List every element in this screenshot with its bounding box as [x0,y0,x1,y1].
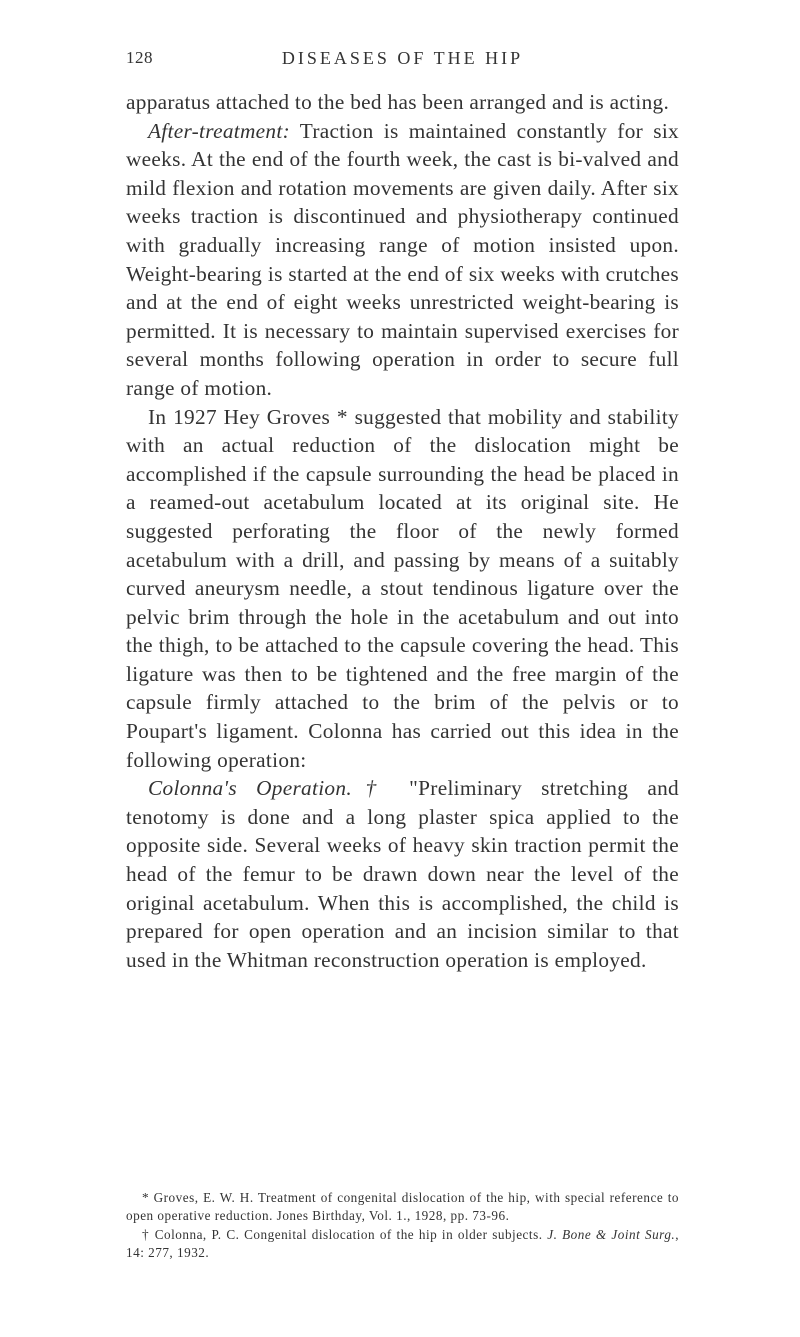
section-heading: Colonna's Operation.† [148,776,390,801]
footnote-text: * Groves, E. W. H. Treatment of congenital dislocation of the hip, with special reference to open operative reduction. Jones Birthday, Vol. 1., 1928, pp. 73-96. [126,1190,679,1224]
journal-title: J. Bone & Joint Surg. [547,1226,676,1242]
section-heading: After-treatment: [148,118,290,143]
body-text [126,88,679,974]
paragraph-text: "Preliminary stretching and tenotomy is done and a long plaster spica applied to the opposite side. Several weeks of heavy skin traction permit the head of the femur to be drawn down near the level of the original acetabulum. When this is accomplished, the child is prepared for open operation and an incision similar to that used in the Whitman reconstruction operation is employed. [126,776,679,972]
footnotes [126,1189,679,1263]
paragraph [126,403,679,775]
footnote-citation: , 14: 277, 1932. [126,1226,680,1261]
footnote [126,1189,679,1226]
running-head: DISEASES OF THE HIP [281,48,524,68]
footnote-text: † Colonna, P. C. Congenital dislocation of the hip in older subjects. [142,1226,548,1242]
page-header [126,48,679,74]
paragraph [126,88,679,117]
paragraph-text: In 1927 Hey Groves * suggested that mobility and stability with an actual reduction of the dislocation might be accomplished if the capsule surrounding the head be placed in a reamed-out acetabulum located at its original site. He suggested perforating the floor of the newly formed acetabulum with a drill, and passing by means of a suitably curved aneurysm needle, a stout tendinous ligature over the pelvic brim through the hole in the acetabulum and out into the thigh, to be attached to the capsule covering the head. This ligature was then to be tightened and the free margin of the capsule firmly attached to the brim of the pelvis or to Poupart's ligament. Colonna has carried out this idea in the following operation: [126,404,679,772]
page-number: 128 [126,48,153,67]
paragraph-text: Traction is maintained constantly for six weeks. At the end of the fourth week, the cast is bi-valved and mild flexion and rotation movements are given daily. After six weeks traction is discontinued and physiotherapy continued with gradually increasing range of motion insisted upon. Weight-bearing is started at the end of six weeks with crutches and at the end of eight weeks unrestricted weight-bearing is permitted. It is necessary to maintain supervised exercises for several months following operation in order to secure full range of motion. [126,118,679,400]
paragraph [126,774,679,974]
paragraph [126,117,679,403]
paragraph-text: apparatus attached to the bed has been arranged and is acting. [126,90,670,114]
footnote [126,1226,679,1263]
